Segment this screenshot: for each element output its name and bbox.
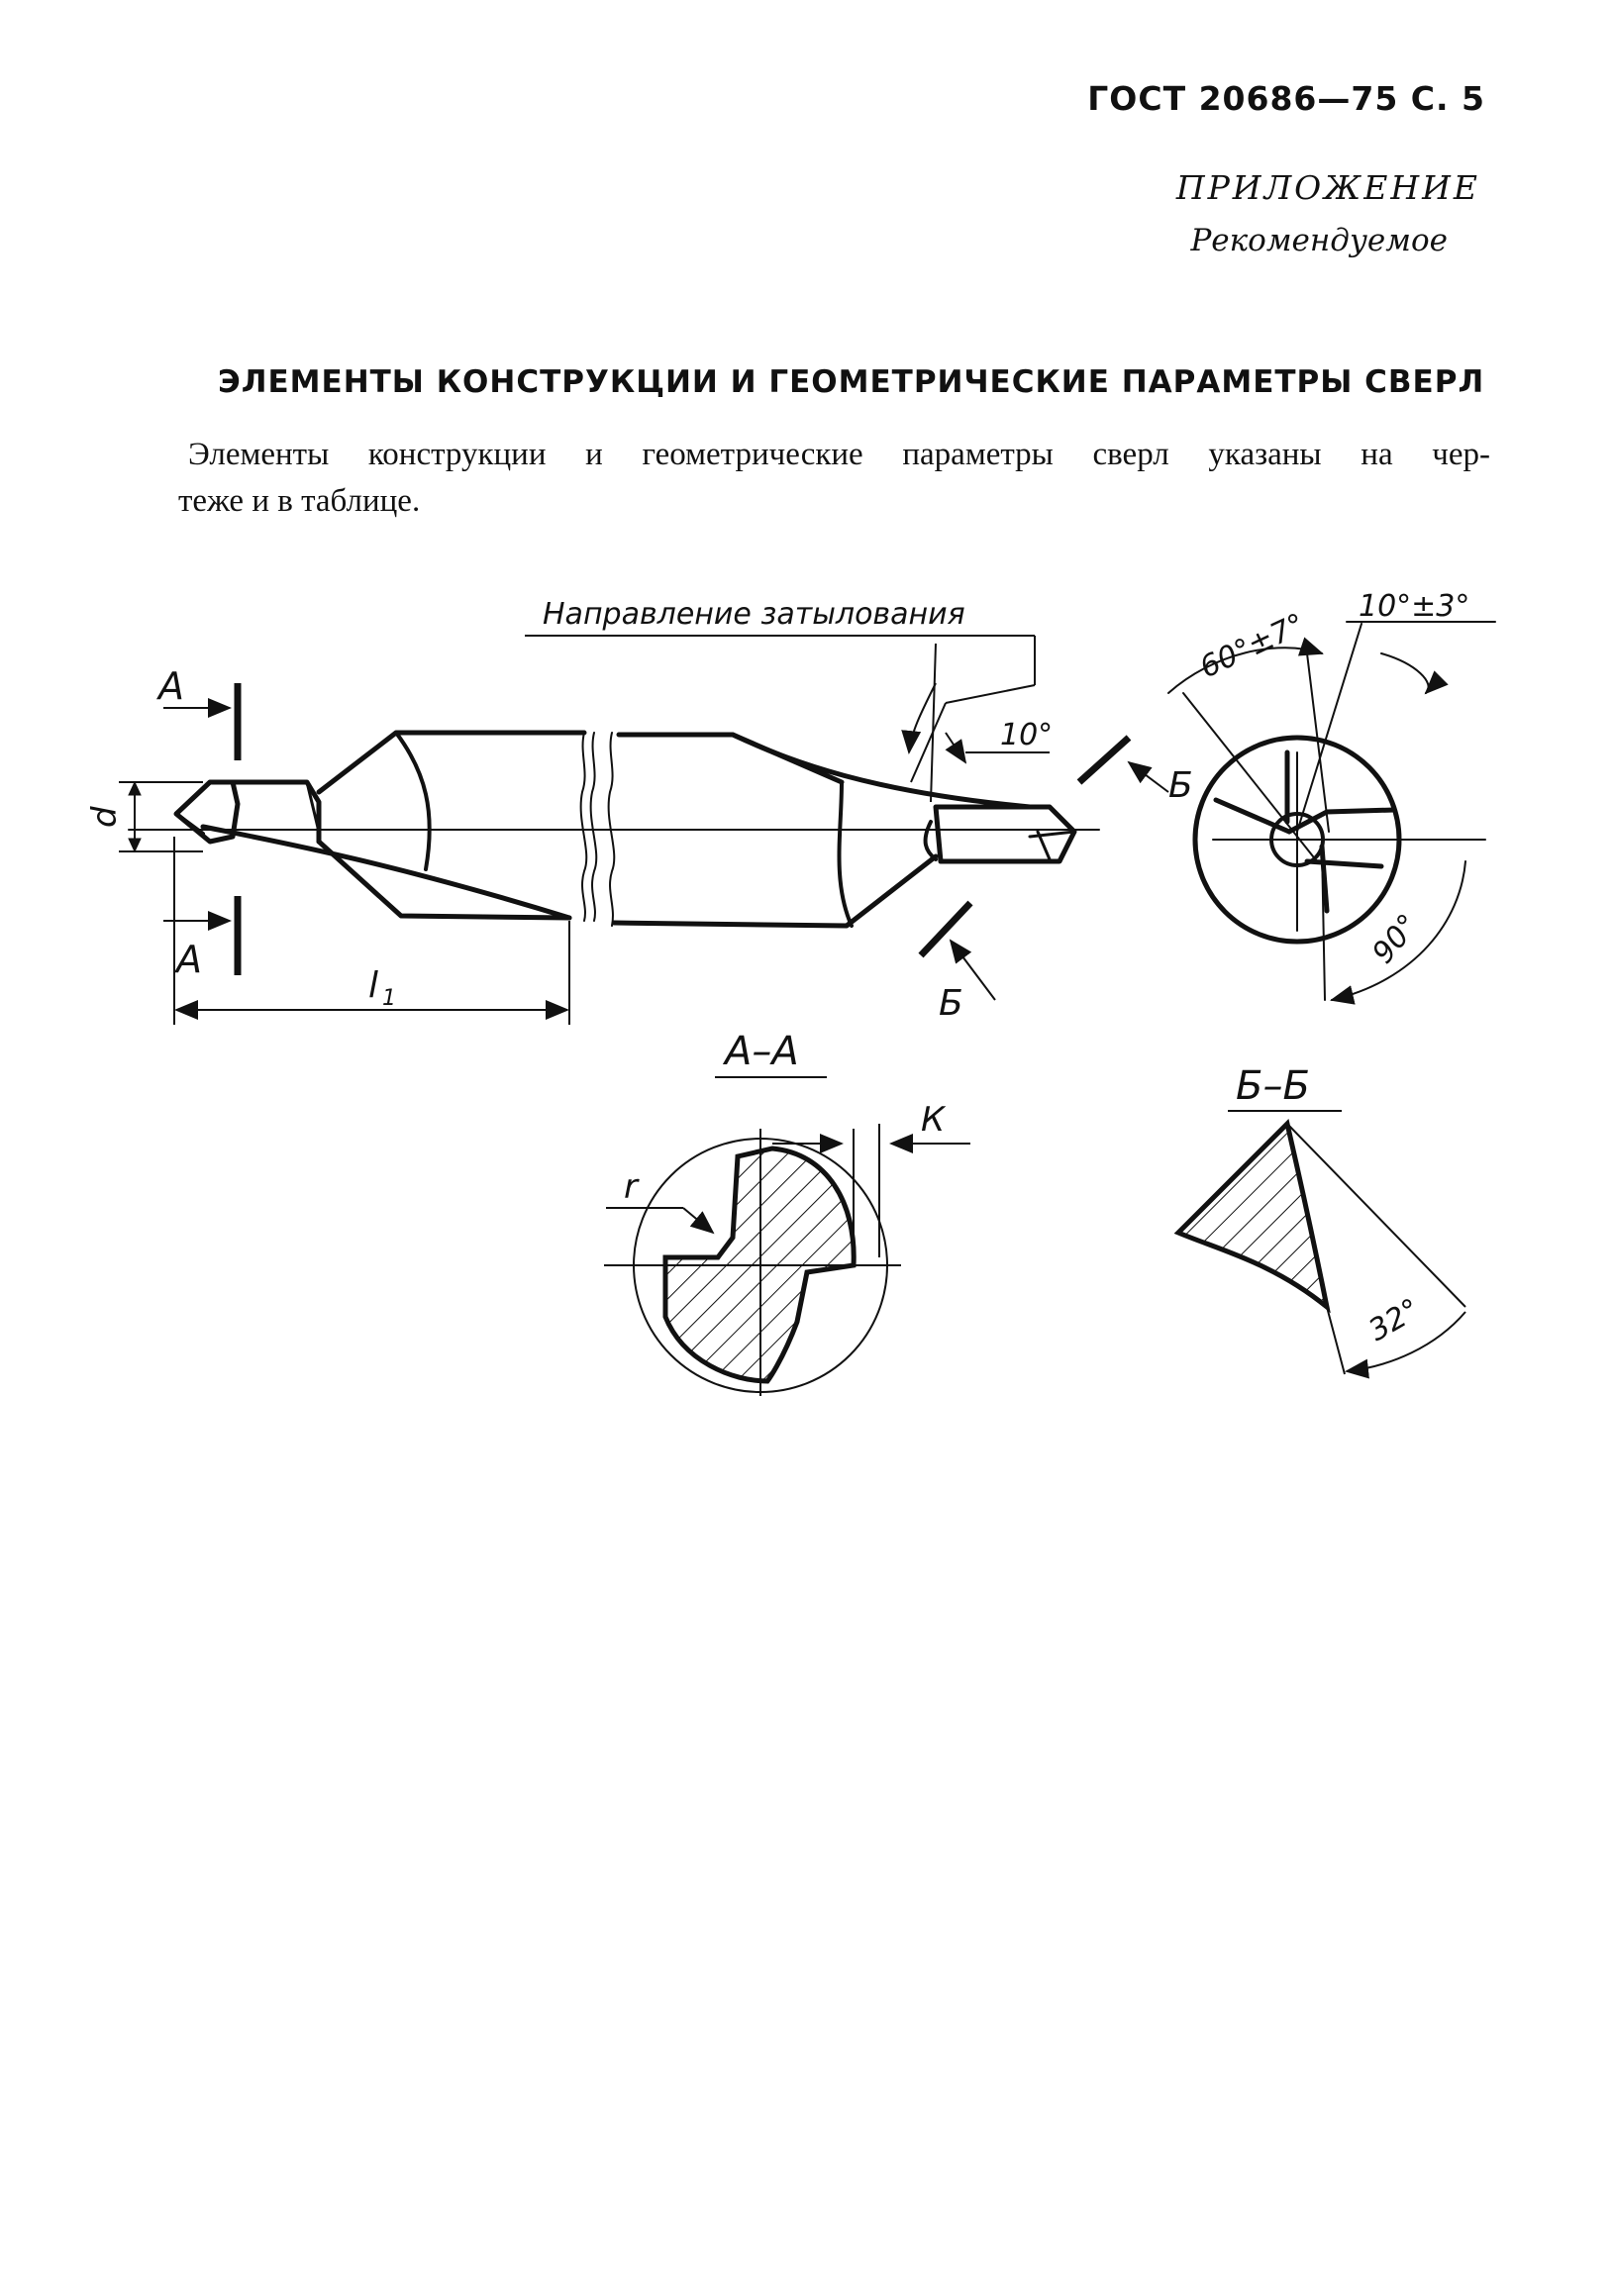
label-d: d <box>85 806 125 828</box>
paragraph-line-1: Элементы конструкции и геометрические параметры сверл указаны на чер- <box>188 437 1490 472</box>
label-b-bottom: Б <box>939 983 963 1024</box>
section-aa-title: А–А <box>725 1029 799 1074</box>
relief-direction-label: Направление затылования <box>543 597 965 632</box>
relief-angle-label: 10° <box>1000 718 1054 752</box>
label-a-bottom: А <box>176 938 202 981</box>
drill-end-view <box>1168 589 1495 1000</box>
point-angle-label: 60°±7° <box>1194 607 1311 686</box>
document-reference: ГОСТ 20686—75 С. 5 <box>1087 79 1485 118</box>
label-r: r <box>624 1167 638 1207</box>
right-angle-label: 90° <box>1365 907 1427 971</box>
label-k: К <box>921 1100 946 1140</box>
label-l1-subscript: 1 <box>382 986 396 1011</box>
section-mark-b <box>921 738 1193 1024</box>
paragraph-line-2: теже и в таблице. <box>178 483 421 519</box>
label-a-top: А <box>158 664 184 708</box>
appendix-subtitle: Рекомендуемое <box>1190 223 1448 258</box>
section-title: ЭЛЕМЕНТЫ КОНСТРУКЦИИ И ГЕОМЕТРИЧЕСКИЕ ПАРАМЕТРЫ СВЕРЛ <box>218 364 1485 400</box>
label-b-top: Б <box>1168 765 1193 806</box>
top-angle-label: 10°±3° <box>1359 589 1470 624</box>
dimension-d <box>85 782 203 851</box>
appendix-title: ПРИЛОЖЕНИЕ <box>1175 168 1480 207</box>
section-b-b <box>1178 1063 1465 1374</box>
drill-side-view-left <box>129 733 1099 921</box>
relief-direction-annotation <box>525 597 1053 802</box>
section-bb-title: Б–Б <box>1236 1063 1310 1109</box>
label-l1: l <box>368 965 379 1006</box>
section-a-a <box>604 1029 970 1396</box>
section-mark-a <box>155 664 238 981</box>
angle-32-label: 32° <box>1362 1292 1427 1348</box>
